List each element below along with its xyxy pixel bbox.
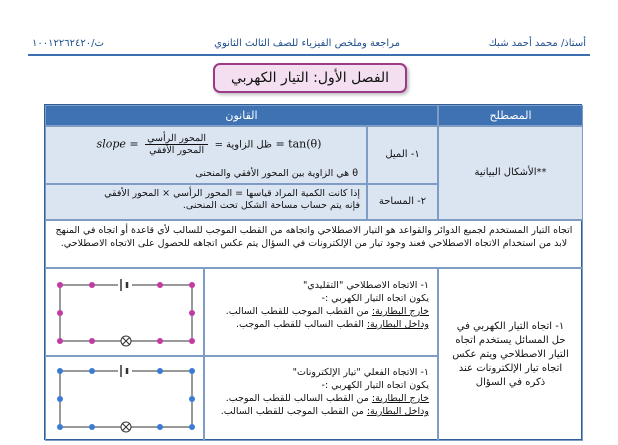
conventional-inside	[213, 318, 429, 331]
column-header-term: المصطلح	[438, 105, 583, 126]
electron-current-dots	[57, 368, 195, 430]
real-title: ١- الاتجاه الفعلي "تيار الإلكترونات"	[292, 367, 429, 378]
intro-text: اتجاه التيار المستخدم لجميع الدوائر والقواعد هو التيار الاصطلاحي واتجاهه من القطب الموجب للسالب لأي قاعدة أو اتجاه في المنهج لابد من استخدام الاتجاه الاصطلاحي فعند وجود تيار من الإلكترونات في السؤال يتم عكس اتجاهه للحصول على الاتجاه الاصطلاحي.	[55, 225, 573, 249]
real-circuit-cell	[45, 356, 204, 441]
battery-icon	[118, 365, 132, 377]
slope-label-cell	[367, 126, 438, 184]
slope-label: ١- الميل	[385, 149, 420, 160]
document-title: مراجعة وملخص الفيزياء للصف الثالث الثانوي	[214, 38, 400, 49]
lamp-icon	[121, 336, 131, 346]
conventional-current-dots	[57, 282, 195, 344]
real-inside-label: وداخل البطارية:	[366, 406, 429, 417]
area-label: ٢- المساحة	[378, 196, 427, 207]
conventional-circuit-diagram	[52, 277, 200, 349]
real-inside	[213, 405, 429, 418]
slope-denominator: المحور الأفقي	[149, 145, 205, 156]
conventional-line-1: يكون اتجاه التيار الكهربي :-	[321, 293, 429, 304]
chapter-title: الفصل الأول: التيار الكهربي	[213, 63, 407, 93]
conventional-cell	[204, 268, 438, 356]
slope-mid: = ظل الزاوية	[214, 139, 272, 151]
real-cell	[204, 356, 438, 441]
direction-term-cell	[438, 268, 583, 441]
slope-formula-cell	[45, 126, 367, 184]
page-header	[28, 36, 590, 56]
real-outside	[213, 392, 429, 405]
area-text-cell	[45, 184, 367, 220]
lamp-icon	[121, 422, 131, 432]
area-line-1: إذا كانت الكمية المراد قياسها = المحور الرأسي × المحور الأفقي	[104, 188, 360, 199]
conventional-inside-text: القطب السالب للقطب الموجب.	[236, 319, 364, 330]
slope-fraction	[145, 133, 208, 156]
column-header-law: القانون	[45, 105, 438, 126]
author-name: أستاذ/ محمد أحمد شبك	[488, 38, 586, 49]
area-label-cell	[367, 184, 438, 220]
area-line-2: فإنه يتم حساب مساحة الشكل تحت المنحنى.	[182, 200, 360, 211]
slope-numerator: المحور الرأسي	[147, 133, 207, 144]
conventional-outside-label: خارج البطارية:	[371, 306, 429, 317]
graphs-term-cell	[438, 126, 583, 220]
real-line-1: يكون اتجاه التيار الكهربي :-	[321, 380, 429, 391]
real-inside-text: من القطب الموجب للقطب السالب.	[220, 406, 364, 417]
summary-table	[44, 104, 582, 440]
conventional-inside-label: وداخل البطارية:	[366, 319, 429, 330]
phone-number: ت/١٠٠١٢٢٦٢٤٢٠	[32, 38, 104, 49]
intro-cell	[45, 220, 583, 268]
conventional-circuit-cell	[45, 268, 204, 356]
real-outside-label: خارج البطارية:	[371, 393, 429, 404]
battery-icon	[118, 279, 132, 291]
slope-lhs: slope	[96, 137, 126, 151]
slope-note: θ هي الزاوية بين المحور الأفقي والمنحنى	[195, 168, 358, 179]
real-circuit-diagram	[52, 363, 200, 435]
slope-rhs: = tan(θ)	[275, 137, 322, 151]
conventional-outside-text: من القطب الموجب للقطب السالب.	[225, 306, 369, 317]
real-outside-text: من القطب السالب للقطب الموجب.	[225, 393, 369, 404]
graphs-term: **الأشكال البيانية	[474, 167, 547, 178]
slope-formula: slope = $\frac{\text{المحور الرأسي}}{\text{المحور الأفقي}}$ = ظل الزاوية = tan(θ)	[96, 133, 322, 156]
conventional-outside	[213, 305, 429, 318]
direction-term: ١- اتجاه التيار الكهربي في حل المسائل يستخدم اتجاه التيار الاصطلاحي ويتم عكس اتجاه تيار الإلكترونات عند ذكره في السؤال	[452, 320, 569, 388]
conventional-title: ١- الاتجاه الاصطلاحي "التقليدي"	[302, 280, 429, 291]
